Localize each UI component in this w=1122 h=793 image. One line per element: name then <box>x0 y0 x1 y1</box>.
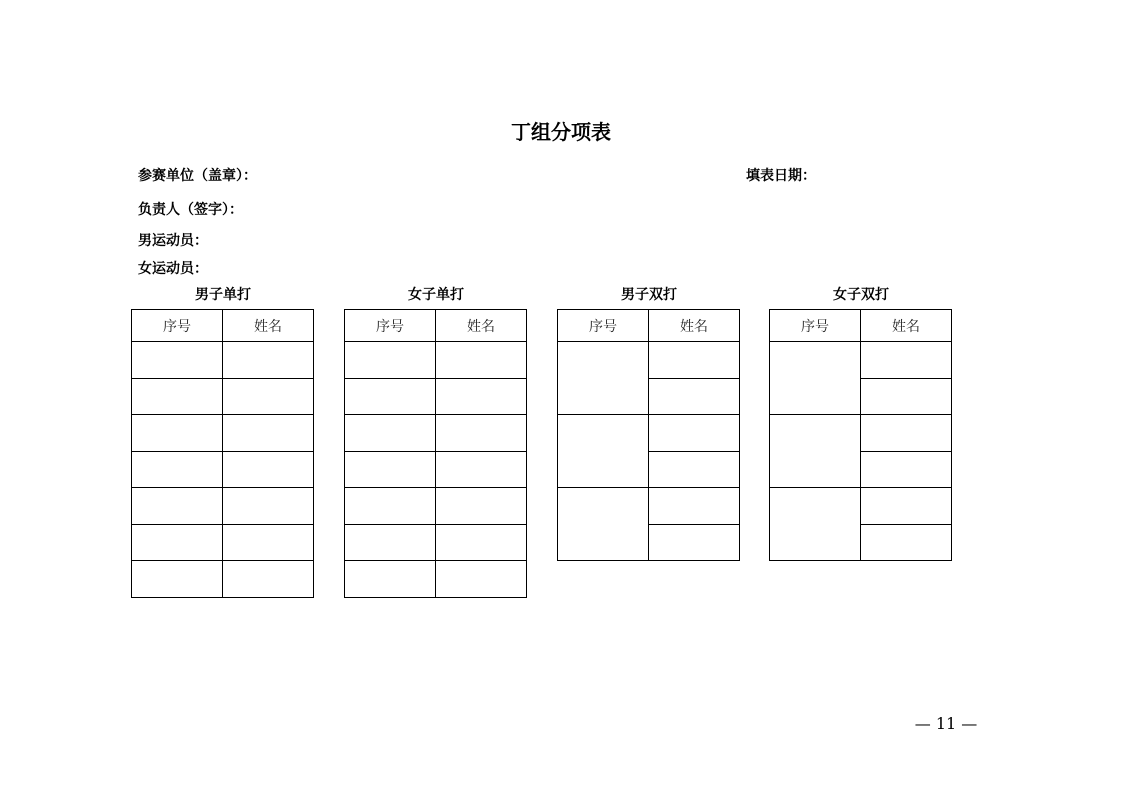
pair-number-cell[interactable] <box>558 488 649 561</box>
table-row <box>558 415 740 452</box>
col-header-name: 姓名 <box>223 310 314 342</box>
table-row <box>558 488 740 525</box>
mens-singles-block <box>131 285 315 598</box>
name-cell[interactable] <box>861 451 952 488</box>
number-cell[interactable] <box>345 561 436 598</box>
name-cell[interactable] <box>649 488 740 525</box>
number-cell[interactable] <box>132 342 223 379</box>
table-row <box>132 378 314 415</box>
table-row <box>345 378 527 415</box>
number-cell[interactable] <box>345 524 436 561</box>
number-cell[interactable] <box>132 415 223 452</box>
col-header-name: 姓名 <box>436 310 527 342</box>
name-cell[interactable] <box>436 342 527 379</box>
page-number: — 11 — <box>914 714 978 733</box>
table-row <box>132 415 314 452</box>
table-row <box>770 415 952 452</box>
mens-singles-caption: 男子单打 <box>195 287 251 303</box>
table-row <box>770 488 952 525</box>
name-cell[interactable] <box>223 378 314 415</box>
table-row <box>770 342 952 379</box>
name-cell[interactable] <box>861 378 952 415</box>
pair-number-cell[interactable] <box>770 488 861 561</box>
table-row <box>345 524 527 561</box>
pair-number-cell[interactable] <box>770 415 861 488</box>
name-cell[interactable] <box>649 415 740 452</box>
number-cell[interactable] <box>132 451 223 488</box>
col-header-number: 序号 <box>558 310 649 342</box>
name-cell[interactable] <box>649 342 740 379</box>
number-cell[interactable] <box>132 561 223 598</box>
name-cell[interactable] <box>436 378 527 415</box>
table-row <box>345 451 527 488</box>
mens-singles-table <box>131 309 314 598</box>
name-cell[interactable] <box>436 415 527 452</box>
name-cell[interactable] <box>223 415 314 452</box>
col-header-name: 姓名 <box>861 310 952 342</box>
female-athletes-label: 女运动员： <box>138 261 208 277</box>
name-cell[interactable] <box>436 451 527 488</box>
unit-label: 参赛单位（盖章）： <box>138 168 257 184</box>
date-label: 填表日期： <box>746 168 816 184</box>
womens-doubles-block <box>769 285 953 561</box>
name-cell[interactable] <box>436 524 527 561</box>
table-row <box>558 342 740 379</box>
leader-label: 负责人（签字）： <box>138 202 243 218</box>
womens-singles-caption: 女子单打 <box>408 287 464 303</box>
name-cell[interactable] <box>861 524 952 561</box>
table-row <box>345 342 527 379</box>
name-cell[interactable] <box>223 561 314 598</box>
pair-number-cell[interactable] <box>558 415 649 488</box>
name-cell[interactable] <box>861 415 952 452</box>
name-cell[interactable] <box>649 524 740 561</box>
number-cell[interactable] <box>345 488 436 525</box>
number-cell[interactable] <box>132 524 223 561</box>
col-header-number: 序号 <box>132 310 223 342</box>
name-cell[interactable] <box>223 342 314 379</box>
col-header-number: 序号 <box>345 310 436 342</box>
name-cell[interactable] <box>649 378 740 415</box>
mens-doubles-table <box>557 309 740 561</box>
number-cell[interactable] <box>345 415 436 452</box>
name-cell[interactable] <box>223 524 314 561</box>
mens-doubles-block <box>557 285 741 561</box>
table-row <box>345 488 527 525</box>
mens-doubles-caption: 男子双打 <box>621 287 677 303</box>
table-row <box>345 415 527 452</box>
womens-singles-block <box>344 285 528 598</box>
col-header-number: 序号 <box>770 310 861 342</box>
table-row <box>345 561 527 598</box>
pair-number-cell[interactable] <box>770 342 861 415</box>
number-cell[interactable] <box>345 342 436 379</box>
table-row <box>132 561 314 598</box>
womens-singles-table <box>344 309 527 598</box>
name-cell[interactable] <box>223 488 314 525</box>
table-row <box>132 524 314 561</box>
number-cell[interactable] <box>132 488 223 525</box>
name-cell[interactable] <box>436 488 527 525</box>
male-athletes-label: 男运动员： <box>138 233 208 249</box>
pair-number-cell[interactable] <box>558 342 649 415</box>
name-cell[interactable] <box>436 561 527 598</box>
name-cell[interactable] <box>861 342 952 379</box>
table-row <box>132 488 314 525</box>
womens-doubles-caption: 女子双打 <box>833 287 889 303</box>
name-cell[interactable] <box>223 451 314 488</box>
table-row <box>132 342 314 379</box>
number-cell[interactable] <box>345 378 436 415</box>
name-cell[interactable] <box>649 451 740 488</box>
col-header-name: 姓名 <box>649 310 740 342</box>
table-row <box>132 451 314 488</box>
page-title: 丁组分项表 <box>511 120 611 144</box>
womens-doubles-table <box>769 309 952 561</box>
name-cell[interactable] <box>861 488 952 525</box>
number-cell[interactable] <box>345 451 436 488</box>
number-cell[interactable] <box>132 378 223 415</box>
